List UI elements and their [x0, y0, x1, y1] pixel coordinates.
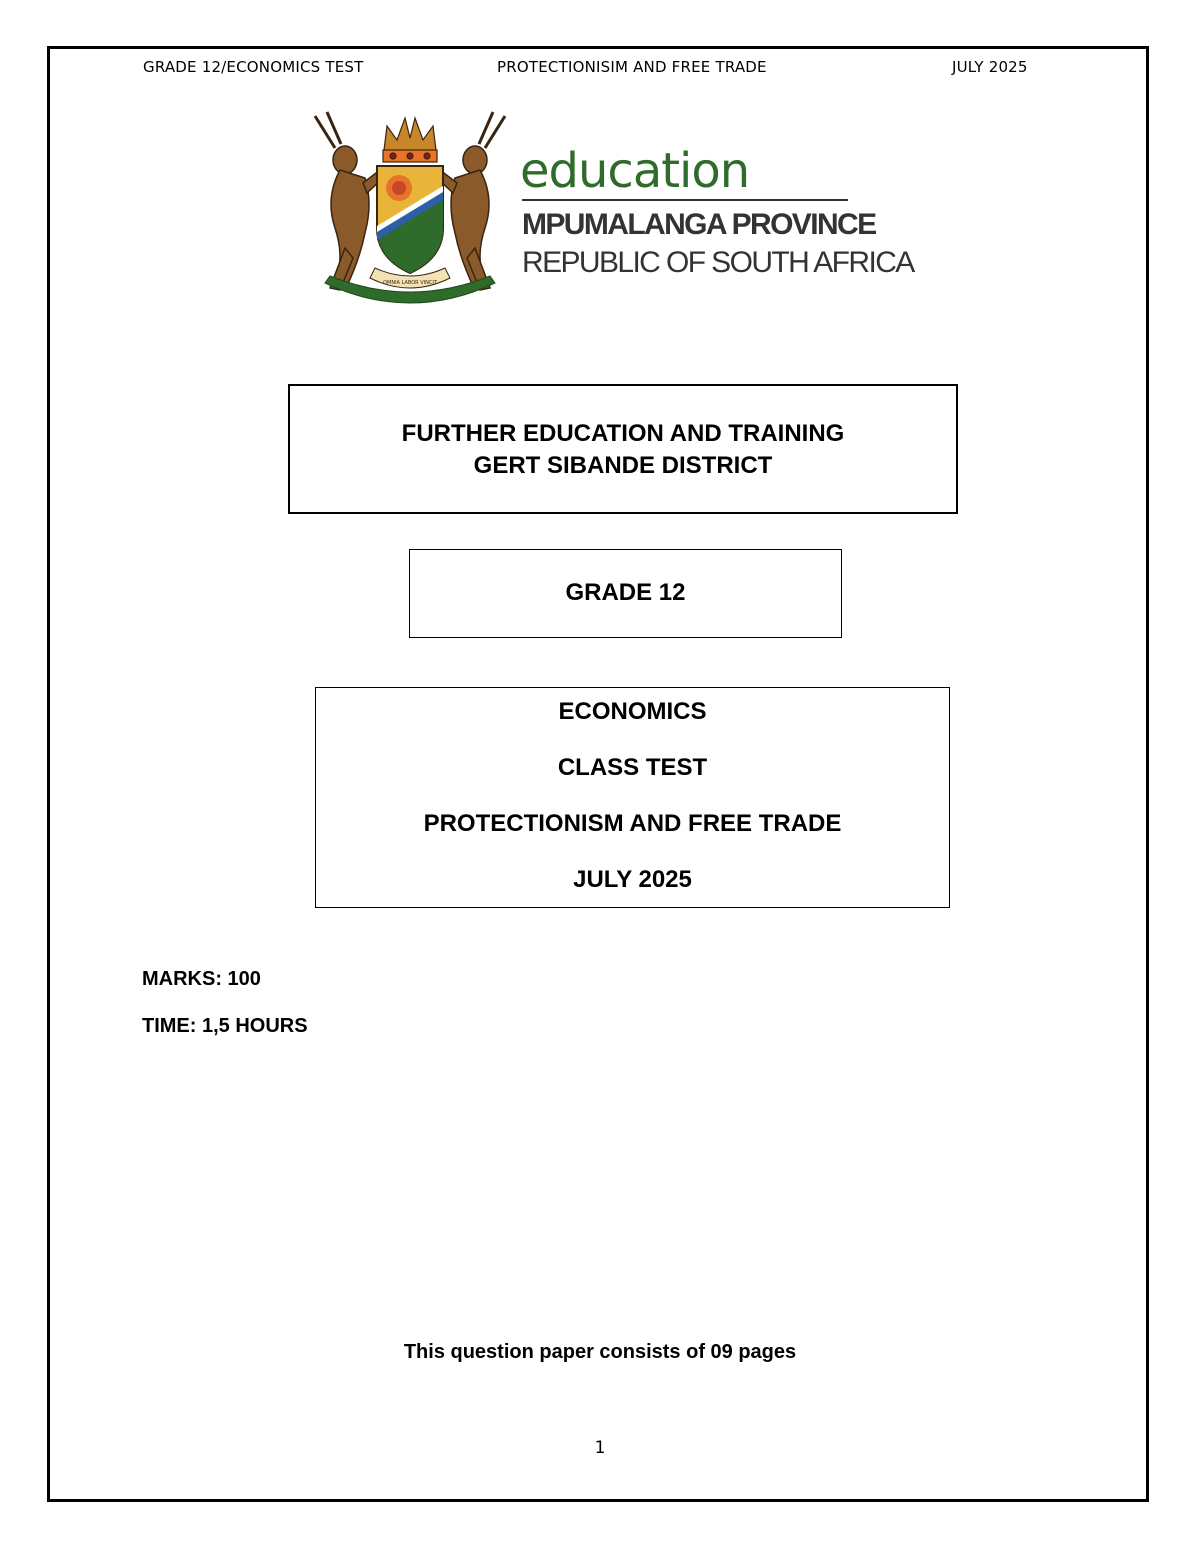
subject-box [315, 687, 950, 908]
header-center: PROTECTIONISIM AND FREE TRADE [497, 58, 767, 76]
district-line2: GERT SIBANDE DISTRICT [473, 452, 773, 479]
district-line1: FURTHER EDUCATION AND TRAINING [401, 420, 845, 447]
header-left: GRADE 12/ECONOMICS TEST [143, 58, 364, 76]
marks-label: MARKS: 100 [142, 968, 261, 990]
logo-wordmark: education [520, 143, 750, 199]
coat-of-arms-icon [305, 108, 515, 313]
pages-note: This question paper consists of 09 pages [403, 1341, 797, 1363]
grade-box [409, 549, 842, 638]
header-right: JULY 2025 [952, 58, 1028, 76]
test-type: CLASS TEST [557, 754, 708, 781]
logo-divider [522, 199, 848, 201]
district-box [288, 384, 958, 514]
page-number: 1 [594, 1438, 606, 1458]
logo-country: REPUBLIC OF SOUTH AFRICA [522, 246, 914, 279]
grade-label: GRADE 12 [565, 579, 686, 606]
time-label: TIME: 1,5 HOURS [142, 1015, 308, 1037]
logo-motto: OMNIA LABOR VINCIT [383, 280, 437, 286]
test-topic: PROTECTIONISM AND FREE TRADE [423, 810, 842, 837]
logo-province: MPUMALANGA PROVINCE [522, 208, 876, 241]
test-date: JULY 2025 [573, 866, 692, 893]
subject-title: ECONOMICS [558, 698, 707, 725]
